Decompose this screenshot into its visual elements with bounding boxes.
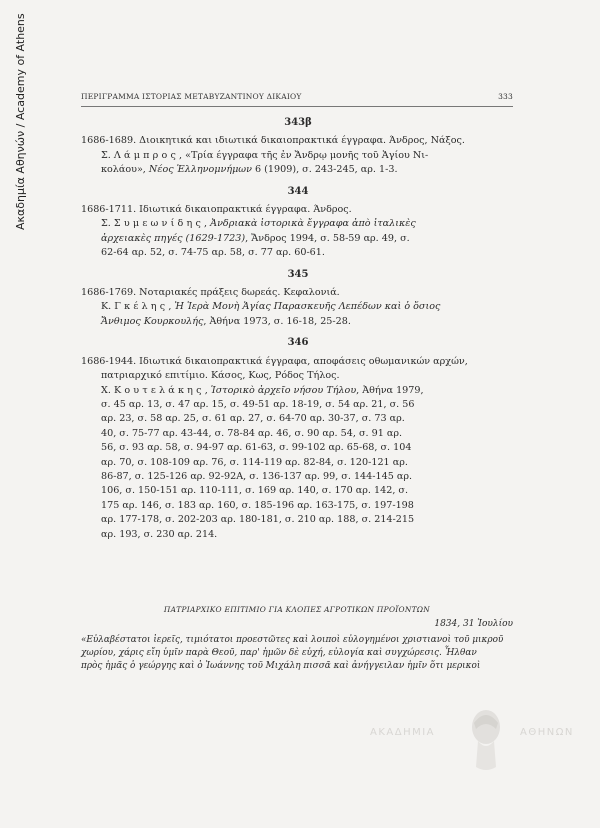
entry-description: 1686-1769. Νοταριακές πράξεις δωρεάς. Κεφαλονιά.	[81, 287, 340, 299]
document-title: ΠΑΤΡΙΑΡΧΙΚΟ ΕΠΙΤΙΜΙΟ ΓΙΑ ΚΛΟΠΕΣ ΑΓΡΟΤΙΚΩΝ ΠΡΟΪΟΝΤΩΝ	[163, 605, 431, 614]
entries	[81, 116, 515, 542]
document-date: 1834, 31 Ἰουλίου	[434, 619, 513, 629]
header-rule	[81, 106, 513, 107]
entry-reference: Χ. Κουτελάκης, Ἱστορικὸ ἀρχεῖο νήσου Τήλου, Ἀθήνα 1979, σ. 45 αρ. 13, σ. 47 αρ. 15, σ. 49-51 αρ. 18-19, σ. 54 αρ. 21, σ. 56 αρ. 23, σ. 58 αρ. 25, σ. 61 αρ. 27, σ. 64-70 αρ. 30-37, σ. 73 αρ. 40, σ. 75-77 αρ. 43-44, σ. 78-84 αρ. 46, σ. 90 αρ. 54, σ. 91 αρ. 56, σ. 93 αρ. 58, σ. 94-97 αρ. 61-63, σ. 99-102 αρ. 65-68, σ. 104 αρ. 70, σ. 108-109 αρ. 76, σ. 114-119 αρ. 82-84, σ. 120-121 αρ. 86-87, σ. 125-126 αρ. 92-92Α, σ. 136-137 αρ. 99, σ. 144-145 αρ. 106, σ. 150-151 αρ. 110-111, σ. 169 αρ. 140, σ. 170 αρ. 142, σ. 175 αρ. 146, σ. 183 αρ. 160, σ. 185-196 αρ. 163-175, σ. 197-198 αρ. 177-178, σ. 202-203 αρ. 180-181, σ. 210 αρ. 188, σ. 214-215 αρ. 193, σ. 230 αρ. 214.	[101, 384, 424, 540]
entry-description: 1686-1944. Ιδιωτικά δικαιοπρακτικά έγγραφα, αποφάσεις οθωμανικών αρχών, πατριαρχικό επιτίμιο. Κάσος, Κως, Ρόδος Τήλος.	[81, 355, 468, 382]
academy-watermark	[370, 705, 590, 785]
archive-side-label: Ακαδημία Αθηνών / Academy of Athens	[14, 13, 27, 230]
entry-number: 344	[287, 185, 309, 197]
entry-description: 1686-1689. Διοικητικά και ιδιωτικά δικαιοπρακτικά έγγραφα. Άνδρος, Νάξος.	[81, 135, 465, 147]
watermark-left-word: ΑΚΑΔΗΜΙΑ	[370, 727, 436, 738]
entry-number: 343β	[284, 117, 312, 128]
running-header-title: ΠΕΡΙΓΡΑΜΜΑ ΙΣΤΟΡΙΑΣ ΜΕΤΑΒΥΖΑΝΤΙΝΟΥ ΔΙΚΑΙΟΥ	[81, 92, 302, 101]
entry-number: 345	[287, 268, 309, 280]
document-text: «Εὐλαβέστατοι ἱερεῖς, τιμιότατοι προεστῶτες καὶ λοιποὶ εὐλογημένοι χριστιανοὶ τοῦ μικροῦ χωρίου, χάρις εἴη ὑμῖν παρὰ Θεοῦ, παρ' ἡμῶν δὲ εὐχή, εὐλογία καὶ συγχώρεσις. Ἦλθαν πρὸς ἡμᾶς ὁ γεώργης καὶ ὁ Ἰωάννης τοῦ Μιχάλη πισσᾶ καὶ ἀνήγγειλαν ἡμῖν ὅτι μερικοὶ	[81, 635, 504, 671]
running-header	[81, 92, 513, 101]
entry-description: 1686-1711. Ιδιωτικά δικαιοπρακτικά έγγραφα. Άνδρος.	[81, 204, 352, 216]
watermark-right-word: ΑΘΗΝΩΝ	[520, 727, 574, 738]
entry-number: 346	[287, 337, 309, 349]
academy-seal-icon	[462, 705, 510, 775]
page-number: 333	[498, 92, 513, 101]
entry-reference: Σ. Λάμπρος, «Τρία έγγραφα τῆς ἐν Ἄνδρῳ μονῆς τοῦ Ἁγίου Νι- κολάου», Νέος Ἑλληνομνήμων 6 (1909), σ. 243-245, αρ. 1-3.	[101, 149, 429, 176]
entry-author: Συμεωνίδης	[113, 218, 205, 230]
entry-author: Κουτελάκης	[113, 384, 205, 396]
entry-reference: Σ. Συμεωνίδης, Ἀνδριακὰ ἱστορικὰ ἔγγραφα ἀπὸ ἰταλικὲς ἀρχειακὲς πηγές (1629-1723), Ἄνδρος 1994, σ. 58-59 αρ. 49, σ. 62-64 αρ. 52, σ. 74-75 αρ. 58, σ. 77 αρ. 60-61.	[101, 218, 416, 259]
entry-author: Γκέλης	[114, 301, 169, 313]
entry-author: Λάμπρος	[113, 149, 180, 161]
entry-reference: Κ. Γκέλης, Ἡ Ἱερὰ Μονὴ Ἁγίας Παρασκευῆς Λεπέδων καὶ ὁ ὅσιος Ἄνθιμος Κουρκουλής, Ἀθήνα 1973, σ. 16-18, 25-28.	[101, 301, 441, 327]
